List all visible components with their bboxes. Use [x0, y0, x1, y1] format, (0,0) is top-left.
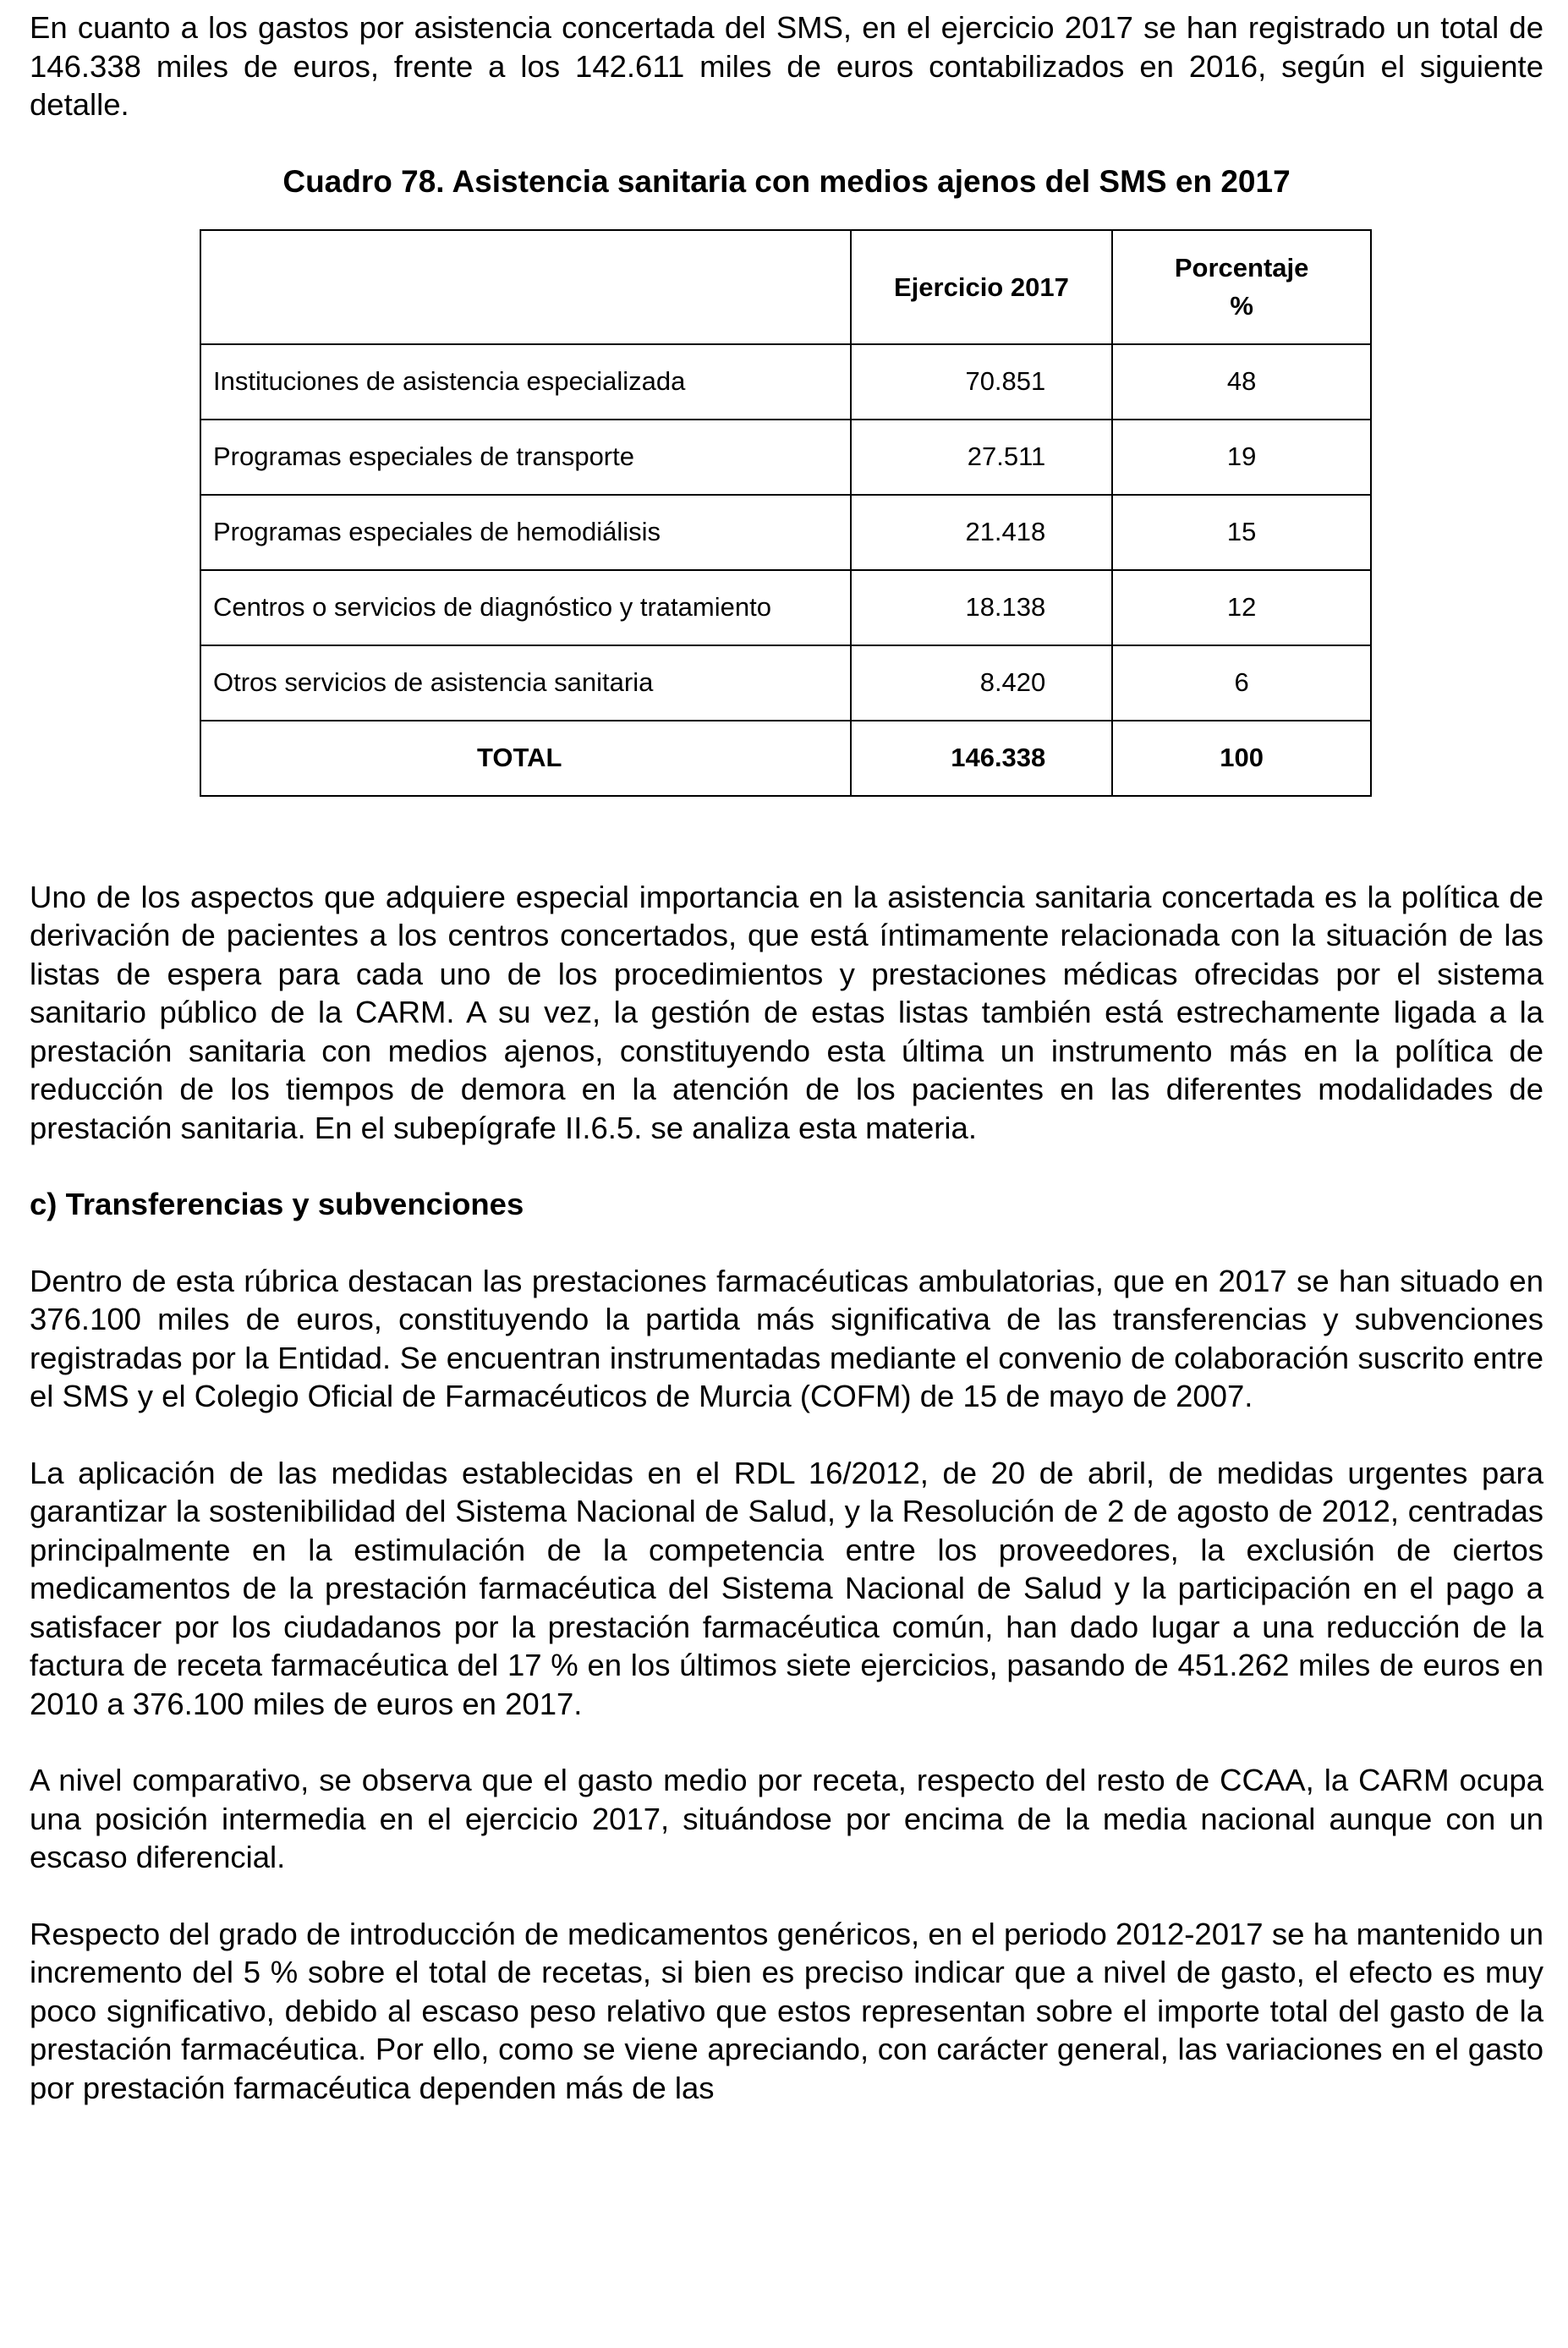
paragraph-derivacion: Uno de los aspectos que adquiere especial importancia en la asistencia sanitaria concertada es la política de derivación de pacientes a los centros concertados, que está íntimamente relacionada con la situación de las listas de espera para cada uno de los procedimientos y prestaciones médicas ofrecidas por el sistema sanitario público de la CARM. A su vez, la gestión de estas listas también está estrechamente ligada a la prestación sanitaria con medios ajenos, constituyendo esta última un instrumento más en la política de reducción de los tiempos de demora en la atención de los pacientes en las diferentes modalidades de prestación sanitaria. En el subepígrafe II.6.5. se analiza esta materia. — [30, 879, 1543, 1145]
row-label: Otros servicios de asistencia sanitaria — [200, 645, 851, 721]
table-row — [200, 570, 1371, 645]
header-empty — [200, 230, 851, 344]
total-percent: 100 — [1112, 721, 1371, 796]
row-percent: 48 — [1112, 344, 1371, 420]
table-row — [200, 344, 1371, 420]
table-header-row — [200, 230, 1371, 344]
row-percent: 19 — [1112, 420, 1371, 495]
document-page — [30, 8, 1543, 2145]
paragraph-prestaciones: Dentro de esta rúbrica destacan las prestaciones farmacéuticas ambulatorias, que en 2017 se han situado en 376.100 miles de euros, constituyendo la partida más significativa de las transferencias y subvenciones registradas por la Entidad. Se encuentran instrumentadas mediante el convenio de colaboración suscrito entre el SMS y el Colegio Oficial de Farmacéuticos de Murcia (COFM) de 15 de mayo de 2007. — [30, 1263, 1543, 1413]
row-percent: 15 — [1112, 495, 1371, 570]
section-heading: c) Transferencias y subvenciones — [30, 1187, 524, 1221]
data-table — [200, 229, 1372, 797]
row-value: 70.851 — [851, 344, 1113, 420]
header-porcentaje: Porcentaje % — [1112, 230, 1371, 344]
table-total-row — [200, 721, 1371, 796]
paragraph-genericos: Respecto del grado de introducción de medicamentos genéricos, en el periodo 2012-2017 se ha mantenido un incremento del 5 % sobre el total de recetas, si bien es preciso indicar que a nivel de gasto, el efecto es muy poco significativo, debido al escaso peso relativo que estos representan sobre el importe total del gasto de la prestación farmacéutica. Por ello, como se viene apreciando, con carácter general, las variaciones en el gasto por prestación farmacéutica dependen más de las — [30, 1916, 1543, 2105]
row-value: 27.511 — [851, 420, 1113, 495]
intro-paragraph: En cuanto a los gastos por asistencia concertada del SMS, en el ejercicio 2017 se han registrado un total de 146.338 miles de euros, frente a los 142.611 miles de euros contabilizados en 2016, según el siguiente detalle. — [30, 10, 1543, 122]
table-caption: Cuadro 78. Asistencia sanitaria con medios ajenos del SMS en 2017 — [282, 163, 1291, 199]
paragraph-comparativo: A nivel comparativo, se observa que el gasto medio por receta, respecto del resto de CCAA, la CARM ocupa una posición intermedia en el ejercicio 2017, situándose por encima de la media nacional aunque con un escaso diferencial. — [30, 1763, 1543, 1874]
row-label: Programas especiales de transporte — [200, 420, 851, 495]
paragraph-rdl: La aplicación de las medidas establecidas en el RDL 16/2012, de 20 de abril, de medidas urgentes para garantizar la sostenibilidad del Sistema Nacional de Salud, y la Resolución de 2 de agosto de 2012, centradas principalmente en la estimulación de la competencia entre los proveedores, la exclusión de ciertos medicamentos de la prestación farmacéutica del Sistema Nacional de Salud y la participación en el pago a satisfacer por los ciudadanos por la prestación farmacéutica común, han dado lugar a una reducción de la factura de receta farmacéutica del 17 % en los últimos siete ejercicios, pasando de 451.262 miles de euros en 2010 a 376.100 miles de euros en 2017. — [30, 1455, 1543, 1721]
table-row — [200, 495, 1371, 570]
row-value: 18.138 — [851, 570, 1113, 645]
row-percent: 12 — [1112, 570, 1371, 645]
row-value: 8.420 — [851, 645, 1113, 721]
row-percent: 6 — [1112, 645, 1371, 721]
table-row — [200, 420, 1371, 495]
row-value: 21.418 — [851, 495, 1113, 570]
table-row — [200, 645, 1371, 721]
row-label: Centros o servicios de diagnóstico y tratamiento — [200, 570, 851, 645]
row-label: Instituciones de asistencia especializada — [200, 344, 851, 420]
total-value: 146.338 — [851, 721, 1113, 796]
header-ejercicio: Ejercicio 2017 — [851, 230, 1113, 344]
row-label: Programas especiales de hemodiálisis — [200, 495, 851, 570]
total-label: TOTAL — [200, 721, 851, 796]
